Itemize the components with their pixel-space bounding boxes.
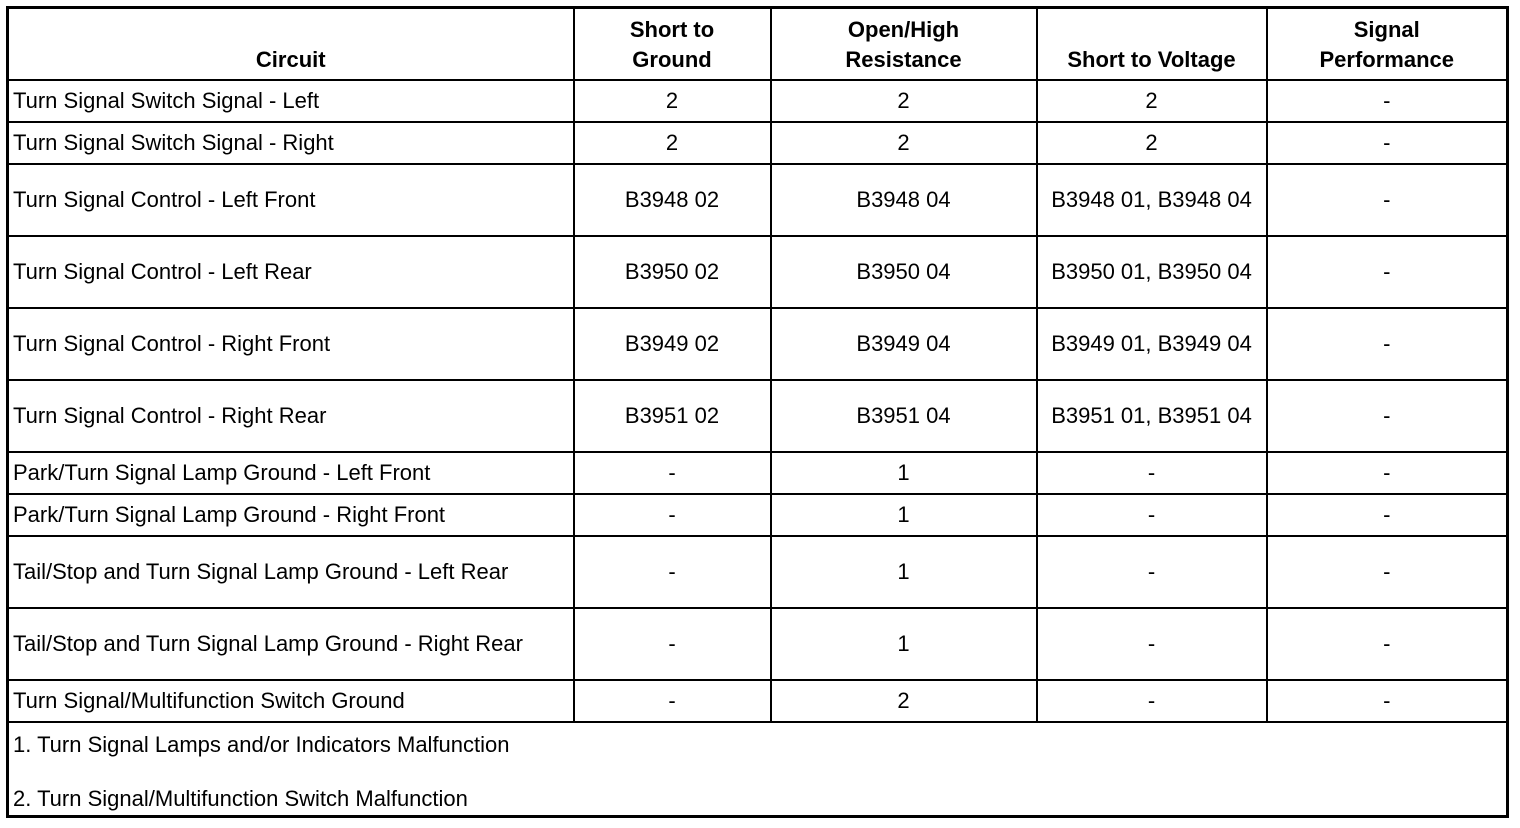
cell-short-to-ground: 2 (574, 122, 771, 164)
cell-signal-performance: - (1267, 494, 1508, 536)
cell-circuit: Turn Signal Control - Right Front (8, 308, 574, 380)
table-row (8, 164, 1508, 236)
cell-short-to-voltage: B3948 01, B3948 04 (1037, 164, 1267, 236)
table-row (8, 680, 1508, 722)
cell-short-to-ground: - (574, 536, 771, 608)
notes-cell (8, 722, 1508, 817)
cell-circuit: Turn Signal Switch Signal - Left (8, 80, 574, 122)
cell-open-high: 1 (771, 452, 1037, 494)
cell-open-high: B3950 04 (771, 236, 1037, 308)
cell-open-high: 1 (771, 494, 1037, 536)
cell-short-to-ground: B3951 02 (574, 380, 771, 452)
cell-open-high: 2 (771, 80, 1037, 122)
table-row (8, 452, 1508, 494)
table-row (8, 122, 1508, 164)
table-row (8, 80, 1508, 122)
cell-short-to-voltage: 2 (1037, 122, 1267, 164)
cell-short-to-ground: B3948 02 (574, 164, 771, 236)
cell-signal-performance: - (1267, 536, 1508, 608)
cell-short-to-ground: B3949 02 (574, 308, 771, 380)
cell-short-to-ground: - (574, 608, 771, 680)
cell-short-to-ground: - (574, 452, 771, 494)
cell-short-to-voltage: - (1037, 452, 1267, 494)
table-row (8, 380, 1508, 452)
cell-short-to-voltage: B3950 01, B3950 04 (1037, 236, 1267, 308)
table-row (8, 236, 1508, 308)
cell-short-to-ground: - (574, 494, 771, 536)
table-row (8, 608, 1508, 680)
header-row (8, 8, 1508, 80)
cell-circuit: Turn Signal Switch Signal - Right (8, 122, 574, 164)
cell-short-to-voltage: - (1037, 536, 1267, 608)
cell-circuit: Turn Signal Control - Left Rear (8, 236, 574, 308)
note-2: 2. Turn Signal/Multifunction Switch Malfunction (13, 785, 468, 811)
cell-signal-performance: - (1267, 308, 1508, 380)
cell-circuit: Turn Signal Control - Left Front (8, 164, 574, 236)
cell-open-high: B3949 04 (771, 308, 1037, 380)
cell-open-high: 2 (771, 122, 1037, 164)
cell-short-to-voltage: 2 (1037, 80, 1267, 122)
cell-signal-performance: - (1267, 122, 1508, 164)
cell-short-to-voltage: - (1037, 608, 1267, 680)
cell-circuit: Tail/Stop and Turn Signal Lamp Ground - Right Rear (8, 608, 574, 680)
cell-signal-performance: - (1267, 164, 1508, 236)
circuit-fault-table (6, 6, 1509, 818)
cell-signal-performance: - (1267, 608, 1508, 680)
header-short-to-voltage: Short to Voltage (1037, 8, 1267, 80)
table-row (8, 536, 1508, 608)
header-short-to-ground: Short to Ground (574, 8, 771, 80)
note-1: 1. Turn Signal Lamps and/or Indicators Malfunction (13, 731, 510, 757)
cell-signal-performance: - (1267, 236, 1508, 308)
cell-circuit: Park/Turn Signal Lamp Ground - Left Front (8, 452, 574, 494)
cell-open-high: B3948 04 (771, 164, 1037, 236)
diagnostic-table-sheet (6, 6, 1506, 818)
cell-circuit: Turn Signal Control - Right Rear (8, 380, 574, 452)
cell-circuit: Turn Signal/Multifunction Switch Ground (8, 680, 574, 722)
header-signal-performance: Signal Performance (1267, 8, 1508, 80)
notes-row (8, 722, 1508, 817)
header-circuit: Circuit (8, 8, 574, 80)
cell-short-to-ground: - (574, 680, 771, 722)
cell-short-to-voltage: B3951 01, B3951 04 (1037, 380, 1267, 452)
cell-short-to-voltage: - (1037, 680, 1267, 722)
cell-signal-performance: - (1267, 452, 1508, 494)
cell-open-high: B3951 04 (771, 380, 1037, 452)
cell-short-to-voltage: B3949 01, B3949 04 (1037, 308, 1267, 380)
cell-circuit: Park/Turn Signal Lamp Ground - Right Front (8, 494, 574, 536)
table-row (8, 308, 1508, 380)
cell-signal-performance: - (1267, 680, 1508, 722)
cell-signal-performance: - (1267, 80, 1508, 122)
cell-circuit: Tail/Stop and Turn Signal Lamp Ground - Left Rear (8, 536, 574, 608)
note-spacer (13, 759, 1502, 785)
cell-short-to-ground: B3950 02 (574, 236, 771, 308)
cell-signal-performance: - (1267, 380, 1508, 452)
cell-open-high: 2 (771, 680, 1037, 722)
cell-short-to-ground: 2 (574, 80, 771, 122)
cell-short-to-voltage: - (1037, 494, 1267, 536)
header-open-high-resistance: Open/High Resistance (771, 8, 1037, 80)
cell-open-high: 1 (771, 536, 1037, 608)
cell-open-high: 1 (771, 608, 1037, 680)
table-row (8, 494, 1508, 536)
